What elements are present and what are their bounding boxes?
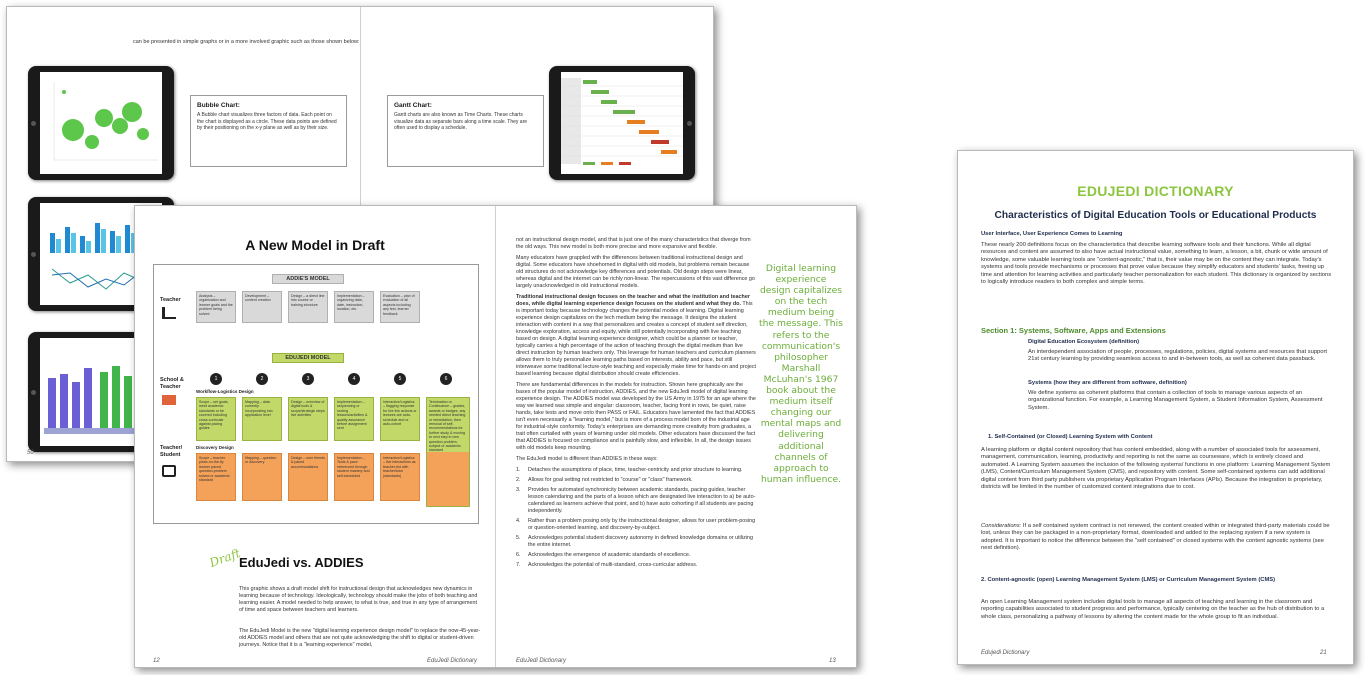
page-footer: EduJedi Dictionary bbox=[427, 658, 478, 664]
list-number: 2. bbox=[516, 477, 521, 483]
step-marker: 2 bbox=[256, 373, 268, 385]
model-diagram bbox=[153, 264, 479, 524]
draft-label: Draft bbox=[207, 545, 243, 571]
considerations-label: Considerations: bbox=[981, 523, 1022, 529]
tablet-home-button bbox=[31, 121, 36, 126]
list-number: 7. bbox=[516, 562, 521, 568]
bubble-text: A Bubble chart visualizes three factors of data. Each point on the chart is displayed as a circle. These data points are defined by their positioning on the x-y plane as well as by their size. bbox=[197, 112, 337, 131]
edujedi-orange-step: Interactive/Logistics – live interactions as teacher-led with teacher/tutor (standards) bbox=[380, 453, 420, 501]
item-title: 1. Self-Contained (or Closed) Learning System with Content bbox=[988, 434, 1153, 440]
list-text: Provides for automated synchronicity between academic standards, pacing guides, teacher lesson calendaring and the parts of a lesson which are designated live interaction to a) be auto-calendared as learners achieve that point, and b) have auto cohorting if all students are pacing independently. bbox=[528, 487, 756, 514]
page-number: 21 bbox=[1320, 650, 1327, 656]
ecosystem-title: Digital Education Ecosystem (definition) bbox=[1028, 339, 1140, 345]
edujedi-green-step: Mapping – data currently incorporating into application level bbox=[242, 397, 282, 441]
step-marker: 1 bbox=[210, 373, 222, 385]
list-item bbox=[516, 552, 756, 559]
right-page-body bbox=[516, 237, 756, 572]
body-paragraph: This graphic shows a draft model shift for instructional design that acknowledges new dynamics in learning because of technology. Ideologically, technology should make the jobs of both teaching and learning easier. A model needed to help answer, to what is true, and true in any type of arrangement of time and space between teachers and learners. bbox=[239, 586, 478, 613]
edujedi-orange-step: Scope – teacher plans on-the-fly learner paced question-problem solved or academic standard bbox=[196, 453, 236, 501]
list-item bbox=[516, 535, 756, 549]
tablet-home-button bbox=[687, 121, 692, 126]
body-paragraph: Many educators have grappled with the differences between traditional instructional design and digital. Some educators have shoehorned in digital with old models, but problems remain because old structures do not acknowledge key differences and potentials. Old design steps were linear, whereas digital and the internet can be richly non-linear. The repercussions of this vast difference go largely unacknowledged in old instructional models. bbox=[516, 255, 755, 289]
addies-step: Design – a direct line into course or training structure bbox=[288, 291, 328, 323]
body-paragraph: There are fundamental differences in the models for instruction. Shown here graphically are the bases of the popular model of instruction, ADDIES, and the new EduJedi model of digital learning experience design. The ADDIES model was developed by the US Army in 1975 for an age where the way we learned was simple and singular: classroom, teacher, facing front in rows, be quiet, raise hands, take tests and move onto then PASS or FAIL. Educators have lamented the fact that ADDIES isn't even necessarily a "learning model," but is more of a process model born of the industrial age for industrial-style conformity. Today's enterprises are demanding more creativity from graduates, a trait often curtailed with years of learning under old models. Other educators have discussed the fact that ADDIES is focused on compliance and is painfully slow, and inflexible. In all, the design issues with old models keep mounting. bbox=[516, 382, 756, 451]
list-text: Rather than a problem posing only by the instructional designer, allows for user problem-posing or question-oriented learning, and discovery-by-subject. bbox=[528, 518, 756, 531]
page-title: A New Model in Draft bbox=[245, 237, 385, 253]
list-number: 3. bbox=[516, 487, 521, 493]
discovery-label: Discovery Design bbox=[196, 445, 234, 450]
gantt-chart-image bbox=[561, 72, 683, 174]
addies-title: ADDIE'S MODEL bbox=[272, 274, 344, 284]
list-item bbox=[516, 487, 756, 515]
student-icon bbox=[162, 465, 176, 477]
termination-box: Termination or Continuance – grades, awards or badges, any needed direct teaching or remediation, then removal of self-recommendations for further study & moving to next step in new question problem, subject or academic standard bbox=[426, 397, 470, 507]
list-intro: The EduJedi model is different than ADDIES in these ways: bbox=[516, 456, 658, 462]
considerations-text: If a self contained system contract is not renewed, the content created within or integrated third-party materials could be lost, unless they can be packaged in a non-proprietary format, downloaded and added to the replacing system if a new system is adopted. It is important to notice the difference between the "self contained" or closed systems with the content agnostic systems (see next definition). bbox=[981, 523, 1330, 552]
school-icon bbox=[162, 395, 176, 405]
gantt-info-box bbox=[387, 95, 544, 167]
numbered-list bbox=[516, 467, 756, 569]
item-title: 2. Content-agnostic (open) Learning Management System (LMS) or Curriculum Management System (CMS) bbox=[981, 577, 1276, 583]
addies-step: Development – content creation bbox=[242, 291, 282, 323]
list-item bbox=[516, 562, 756, 569]
dictionary-subhead: User Interface, User Experience Comes to Learning bbox=[981, 231, 1123, 237]
gantt-title: Gantt Chart: bbox=[394, 102, 432, 109]
step-marker: 4 bbox=[348, 373, 360, 385]
bubble-chart-image bbox=[40, 72, 162, 174]
teacher-icon bbox=[162, 307, 176, 319]
list-item bbox=[516, 477, 756, 484]
page-footer: EduJedi Dictionary bbox=[516, 658, 567, 664]
tablet-home-button bbox=[31, 390, 36, 395]
list-number: 6. bbox=[516, 552, 521, 558]
dictionary-brand: EDUJEDI DICTIONARY bbox=[1077, 183, 1234, 199]
ecosystem-definition: An interdependent association of people, processes, regulations, policies, digital systems and resources that support 21st century learning by providing seamless access to and in-between tools, as well as coherent data passback. bbox=[1028, 349, 1328, 363]
edujedi-green-step: Interactive/Logistics – flagging response for live link actions or lectures are auto-schedule and or auto-cohort bbox=[380, 397, 420, 441]
dictionary-page bbox=[957, 150, 1354, 665]
step-marker: 3 bbox=[302, 373, 314, 385]
edujedi-orange-step: Design – user friends & paced accommodations bbox=[288, 453, 328, 501]
list-text: Acknowledges potential student discovery autonomy in defined knowledge domains or utilizing the entire internet. bbox=[528, 535, 754, 548]
tablet-gantt bbox=[549, 66, 695, 180]
item-definition: A learning platform or digital content repository that has content embedded, along with a number of associated tools for assessment, management, communication, learning, productivity and reporting is not the same as courseware, which is entirely closed and automated. A Learning System assumes the inclusion of the following systems/ functions in one platform: Learning Management System (LMS), Content/Curriculum Management System (CMS), and repository with content. Some self-contained systems can add additional digital content from third party publishers via proprietary Application Program Interfaces (APIs). Because the integration is proprietary, districts will be limited in the number of customized content integrations due to cost. bbox=[981, 447, 1331, 491]
addies-step: Analysis – organization and learner goals and the problem being solved. bbox=[196, 291, 236, 323]
list-text: Detaches the assumptions of place, time, teacher-centricity and prior structure to learning. bbox=[528, 467, 743, 473]
list-number: 5. bbox=[516, 535, 521, 541]
dictionary-intro: These nearly 200 definitions focus on the characteristics that describe learning software tools and their functions. While all digital resources and content are assumed to also have actual instructional value, something to learn, a lesson, a bit, chunk or wide amount of knowledge, some valuable learning tools are "content-agnostic," that is, their value may be on the content they can integrate. Today's systems and tools provide mechanisms or processes that prove value because they simplify educators and students' tasks, freeing up time and attention for learning activities and particularly teacher personalization for each student. This dictionary is organized by sections to logically introduce readers to both complex and simple terms. bbox=[981, 242, 1332, 286]
bubble-info-box bbox=[190, 95, 347, 167]
tablet-bubble bbox=[28, 66, 174, 180]
spread-gutter bbox=[495, 206, 496, 667]
body-paragraph: The EduJedi Model is the new "digital learning experience design model" to replace the now-45-year-old ADDIES model and others that are not quite acknowledging the shift to digital or student-driven journeys. Notice that it is a "learning experience" model, bbox=[239, 628, 481, 648]
row-label-school: School & Teacher bbox=[160, 377, 184, 390]
list-item bbox=[516, 467, 756, 474]
list-text: Acknowledges the emergence of academic standards of excellence. bbox=[528, 552, 691, 558]
page-number: 13 bbox=[829, 658, 836, 664]
step-marker: 6 bbox=[440, 373, 452, 385]
list-number: 1. bbox=[516, 467, 521, 473]
body-text: This is important today because technology changes the potential modes of learning. Digital learning experience design capitalizes on the tech medium being the message. It designs the student interaction with content in a way that personalizes and creates a concept of student self direction, knowledge exploration, access and equity, while still potentially incorporating with live teaching based on design. A digital learning experience designer, which could be a planner or teacher, typically carries a high percentage of the action of teaching through the digital medium than live direct instruction by human teachers only. This leverage for human teachers and curriculum planners allows them to truly personalize learning paths based on interests, ability and pace, but still interweave some traditional lecture-style teaching and especially make time for hands-on and project based learning because digital distribution should create efficiencies. bbox=[516, 301, 757, 377]
row-label-teacher: Teacher bbox=[160, 297, 181, 303]
workflow-label: Workflow-Logistics Design bbox=[196, 389, 254, 394]
dictionary-title: Characteristics of Digital Education Tools or Educational Products bbox=[994, 210, 1317, 221]
intro-text: can be presented in simple graphs or in a more involved graphic such as those shown below: bbox=[133, 39, 360, 45]
edujedi-green-step: Implementation – sequencing or rooting lessons/activities & quality assurance before assignment sent bbox=[334, 397, 374, 441]
pull-quote: Digital learning experience design capitalizes on the tech medium being the message. This refers to the communication's philosopher Marshall McLuhan's 1967 book about the medium itself changing our mental maps and delivering additional channels of approach to human influence. bbox=[759, 263, 843, 485]
edujedi-title: EDUJEDI MODEL bbox=[272, 353, 344, 363]
list-number: 4. bbox=[516, 518, 521, 524]
list-item bbox=[516, 518, 756, 532]
step-marker: 5 bbox=[394, 373, 406, 385]
bubble-title: Bubble Chart: bbox=[197, 102, 240, 109]
section-title: EduJedi vs. ADDIES bbox=[239, 555, 364, 570]
body-paragraph: not an instructional design model, and that is just one of the many characteristics that diverge from the old ways. This new model is both more precise and more expansive and flexible. bbox=[516, 237, 751, 250]
page-number: 50 bbox=[27, 450, 34, 456]
row-label-student: Teacher/ Student bbox=[160, 445, 183, 458]
systems-definition: We define systems as coherent platforms that contain a collection of tools to manage various aspects of an organizational function. For example, a Learning Management System, a Student Information System, Assessment System. bbox=[1028, 390, 1323, 411]
edujedi-green-step: Design – overview of digital tools & scope/strategic steps live activities bbox=[288, 397, 328, 441]
page-footer: Edujedi Dictionary bbox=[981, 650, 1030, 656]
systems-title: Systems (how they are different from software, definition) bbox=[1028, 380, 1187, 386]
tablet-home-button bbox=[31, 252, 36, 257]
list-text: Allows for goal setting not restricted to "course" or "class" framework. bbox=[528, 477, 693, 483]
page-number: 12 bbox=[153, 658, 160, 664]
emphasis-text: Traditional instructional design focuses on the teacher and what the institution and teacher does, while digital learning experience design focuses on the student and what they do. bbox=[516, 294, 750, 307]
edujedi-orange-step: Implementation – Tools & pace referenced through student mastery and self-scheduled bbox=[334, 453, 374, 501]
section-heading: Section 1: Systems, Software, Apps and Extensions bbox=[981, 326, 1166, 335]
addies-step: Evaluation – plan of evaluation of all aspects including any test, learner feedback bbox=[380, 291, 420, 323]
addies-step: Implementation – organizing data, date, instruction, location, etc. bbox=[334, 291, 374, 323]
front-spread bbox=[134, 205, 857, 668]
item-definition: An open Learning Management system includes digital tools to manage all aspects of teaching and learning in the classroom and reporting capabilities associated to student progress and performance, typically centering on the teacher as the hub of distribution to a whole class, personalizing a pathway of lessons by altering the content made for the whole group to fit an individual. bbox=[981, 599, 1325, 620]
edujedi-green-step: Scope – set goals, meet academic standards or be covered including cross-curricular against pacing guides bbox=[196, 397, 236, 441]
edujedi-orange-step: Mapping – question or discovery bbox=[242, 453, 282, 501]
gantt-text: Gantt charts are also known as Time Charts. These charts visualize data as separate bars along a time scale. They are often used to display a schedule. bbox=[394, 112, 528, 131]
list-text: Acknowledges the potential of multi-standard, cross-curricular address. bbox=[528, 562, 698, 568]
